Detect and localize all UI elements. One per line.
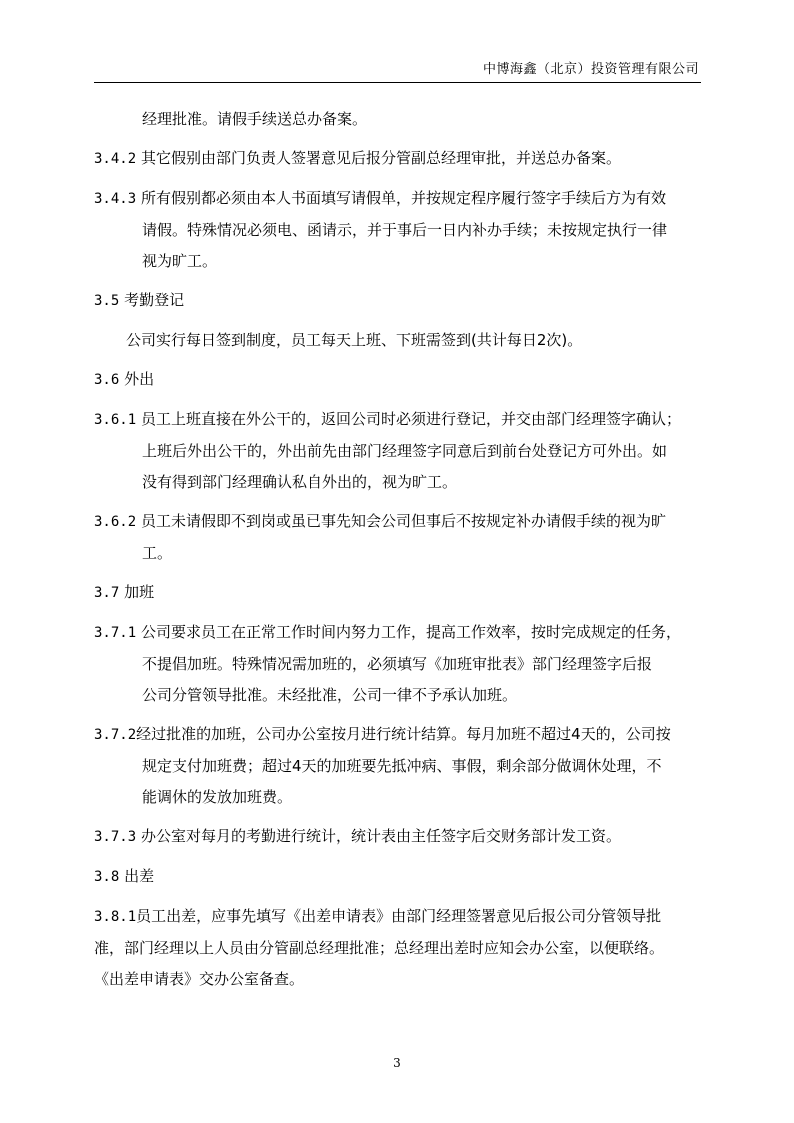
clause-text-line: 员工上班直接在外公干的，返回公司时必须进行登记，并交由部门经理签字确认； <box>140 410 681 428</box>
clause-3-7-2 <box>94 719 704 813</box>
clause-number: 3.6.2 <box>94 514 137 530</box>
section-body-3-5 <box>94 325 704 356</box>
clause-text-line: 规定支付加班费；超过4天的加班要先抵冲病、事假，剩余部分做调休处理，不 <box>142 757 662 775</box>
clause-text-line: 员工未请假即不到岗或虽已事先知会公司但事后不按规定补办请假手续的视为旷 <box>140 512 666 530</box>
section-title: 出差 <box>124 867 155 885</box>
clause-text-line: 公司分管领导批准。未经批准，公司一律不予承认加班。 <box>142 686 518 704</box>
clause-3-8-1 <box>94 901 704 995</box>
clause-3-7-1 <box>94 617 704 711</box>
clause-number: 3.4.3 <box>94 191 137 207</box>
clause-number: 3.7.2 <box>94 727 137 743</box>
clause-text-line: 所有假别都必须由本人书面填写请假单，并按规定程序履行签字手续后方为有效 <box>140 189 666 207</box>
section-heading-3-8 <box>94 861 704 893</box>
clause-3-4-3 <box>94 183 704 277</box>
section-heading-3-5 <box>94 285 704 317</box>
clause-3-6-1 <box>94 404 704 498</box>
clause-number: 3.6.1 <box>94 412 137 428</box>
section-number: 3.7 <box>94 585 120 601</box>
clause-text-line: 《出差申请表》交办公室备查。 <box>94 970 305 988</box>
section-heading-3-6 <box>94 364 704 396</box>
clause-text-line: 上班后外出公干的，外出前先由部门经理签字同意后到前台处登记方可外出。如 <box>142 442 668 460</box>
paragraph-continuation <box>94 104 704 135</box>
section-number: 3.8 <box>94 869 120 885</box>
section-number: 3.6 <box>94 372 120 388</box>
section-title: 外出 <box>124 370 155 388</box>
clause-number: 3.7.3 <box>94 829 137 845</box>
section-title: 考勤登记 <box>124 291 185 309</box>
clause-text-line: 其它假别由部门负责人签署意见后报分管副总经理审批，并送总办备案。 <box>140 149 621 167</box>
document-body <box>94 104 704 1003</box>
page-number: 3 <box>393 1056 401 1070</box>
paragraph-text: 经理批准。请假手续送总办备案。 <box>142 110 368 128</box>
clause-number: 3.4.2 <box>94 151 137 167</box>
header-company-name: 中博海鑫（北京）投资管理有限公司 <box>482 62 699 77</box>
clause-text-line: 员工出差，应事先填写《出差申请表》由部门经理签署意见后报公司分管领导批 <box>136 907 662 925</box>
clause-text-line: 公司要求员工在正常工作时间内努力工作，提高工作效率，按时完成规定的任务， <box>140 623 681 641</box>
clause-text-line: 请假。特殊情况必须电、函请示，并于事后一日内补办手续；未按规定执行一律 <box>142 221 668 239</box>
page-header <box>94 52 701 83</box>
clause-3-7-3 <box>94 821 704 853</box>
clause-text-line: 办公室对每月的考勤进行统计，统计表由主任签字后交财务部计发工资。 <box>140 827 621 845</box>
section-heading-3-7 <box>94 577 704 609</box>
section-title: 加班 <box>124 583 155 601</box>
clause-text-line: 视为旷工。 <box>142 252 218 270</box>
clause-text-line: 准，部门经理以上人员由分管副总经理批准；总经理出差时应知会办公室，以便联络。 <box>94 939 665 957</box>
paragraph-text: 公司实行每日签到制度，员工每天上班、下班需签到(共计每日2次)。 <box>126 331 583 349</box>
section-number: 3.5 <box>94 293 120 309</box>
clause-text-line: 能调休的发放加班费。 <box>142 788 293 806</box>
clause-3-4-2 <box>94 143 704 175</box>
clause-3-6-2 <box>94 506 704 569</box>
clause-text-line: 经过批准的加班，公司办公室按月进行统计结算。每月加班不超过4天的，公司按 <box>136 725 671 743</box>
clause-number: 3.7.1 <box>94 625 137 641</box>
clause-text-line: 不提倡加班。特殊情况需加班的，必须填写《加班审批表》部门经理签字后报 <box>142 655 653 673</box>
clause-text-line: 工。 <box>142 544 173 562</box>
clause-text-line: 没有得到部门经理确认私自外出的，视为旷工。 <box>142 473 458 491</box>
clause-number: 3.8.1 <box>94 909 137 925</box>
